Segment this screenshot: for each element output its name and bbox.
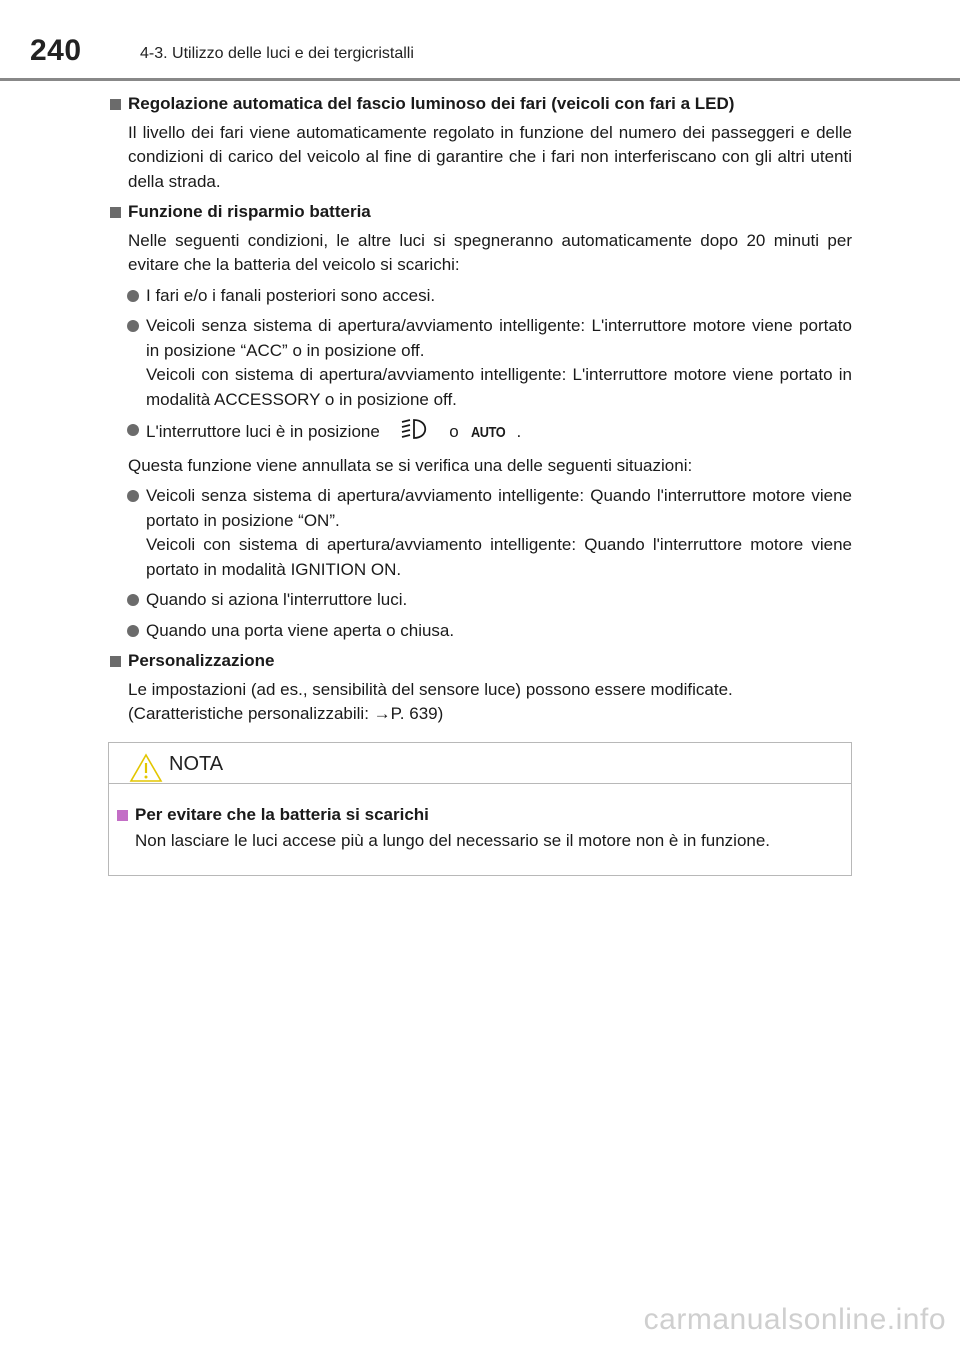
notice-heading [117, 802, 837, 828]
heading-text: Per evitare che la batteria si scarichi [135, 805, 429, 824]
circle-bullet-icon [127, 625, 139, 637]
list-item-text: Quando una porta viene aperta o chiusa. [146, 620, 455, 640]
list-item-text: o [449, 422, 459, 442]
heading-text: Funzione di risparmio batteria [128, 202, 371, 221]
square-bullet-icon [110, 99, 121, 110]
headlight-icon [401, 418, 431, 448]
circle-bullet-icon [127, 424, 139, 436]
section-title: 4-3. Utilizzo delle luci e dei tergicristalli [140, 45, 414, 62]
square-bullet-icon [110, 207, 121, 218]
list-item [108, 284, 852, 309]
circle-bullet-icon [127, 320, 139, 332]
paragraph: Nelle seguenti condizioni, le altre luci si spegneranno automaticamente dopo 20 minuti per evitare che la batteria del veicolo si scarichi: [128, 230, 852, 274]
list-item-text: Quando si aziona l'interruttore luci. [146, 590, 408, 609]
list-item [108, 418, 852, 448]
heading-led-leveling [108, 92, 852, 117]
watermark: carmanualsonline.info [643, 1303, 946, 1336]
warning-triangle-icon [129, 753, 163, 783]
circle-bullet-icon [127, 290, 139, 302]
list-item-text: L'interruttore luci è in posizione [146, 422, 380, 442]
header-divider [0, 78, 960, 81]
square-bullet-icon [110, 656, 121, 667]
paragraph: Le impostazioni (ad es., sensibilità del sensore luce) possono essere modificate. [128, 679, 733, 699]
page-number: 240 [30, 34, 82, 67]
heading-customization [108, 649, 852, 674]
circle-bullet-icon [127, 490, 139, 502]
notice-text: Non lasciare le luci accese più a lungo del necessario se il motore non è in funzione. [135, 831, 771, 850]
notice-body [109, 784, 851, 854]
heading-text: Regolazione automatica del fascio luminoso dei fari (veicoli con fari a LED) [128, 94, 735, 113]
list-item-text: Veicoli con sistema di apertura/avviamento intelligente: L'interruttore motore viene portato in modalità ACCESSORY o in posizione off. [146, 365, 852, 409]
main-content [108, 92, 852, 733]
notice-title: NOTA [169, 753, 224, 775]
square-bullet-icon [117, 810, 128, 821]
page-reference: (Caratteristiche personalizzabili: →P. 639) [128, 704, 444, 723]
notice-header [109, 743, 851, 784]
list-item-text: Veicoli con sistema di apertura/avviamento intelligente: Quando l'interruttore motore viene portato in modalità IGNITION ON. [146, 535, 852, 579]
list-item [108, 588, 852, 613]
list-item-text: Veicoli senza sistema di apertura/avviamento intelligente: L'interruttore motore viene portato in posizione “ACC” o in posizione off. [146, 316, 852, 360]
list-item-text: Veicoli senza sistema di apertura/avviamento intelligente: Quando l'interruttore motore viene portato in posizione “ON”. [146, 486, 852, 530]
heading-text: Personalizzazione [128, 651, 275, 670]
page-header [0, 0, 960, 80]
list-item [108, 314, 852, 412]
list-item-text: . [516, 422, 522, 442]
circle-bullet-icon [127, 594, 139, 606]
paragraph: Questa funzione viene annullata se si verifica una delle seguenti situazioni: [128, 455, 693, 475]
heading-battery-saver [108, 200, 852, 225]
paragraph: Il livello dei fari viene automaticamente regolato in funzione del numero dei passeggeri e delle condizioni di carico del veicolo al fine di garantire che i fari non interferiscano con gli altri utenti della strada. [128, 122, 852, 191]
notice-box [108, 742, 852, 876]
list-item-text: I fari e/o i fanali posteriori sono accesi. [146, 285, 436, 305]
list-item [108, 619, 852, 644]
auto-icon: AUTO [470, 423, 505, 441]
list-item [108, 484, 852, 582]
